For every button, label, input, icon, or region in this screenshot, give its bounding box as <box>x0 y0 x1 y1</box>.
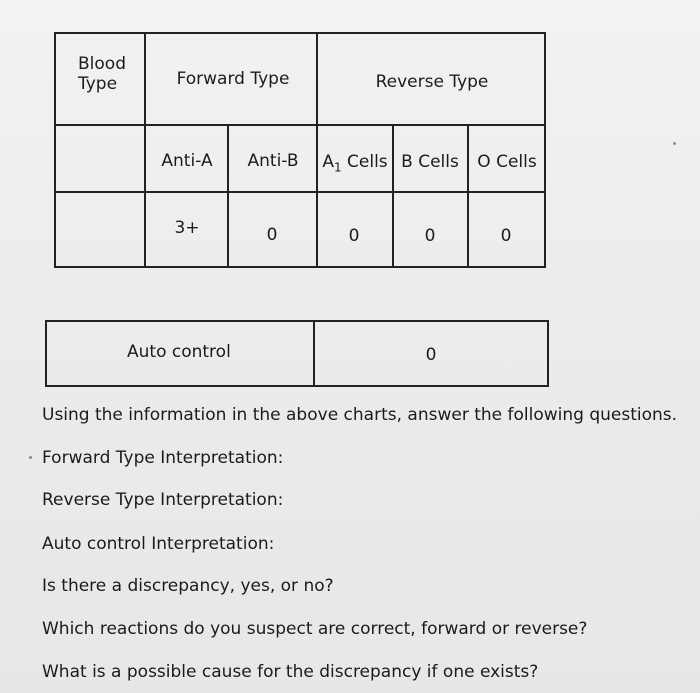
a1-cells-result: 0 <box>348 226 360 246</box>
o-cells-result: 0 <box>500 226 512 246</box>
a1-cells-subscript: 1 <box>333 160 342 175</box>
anti-a-header: Anti-A <box>161 151 213 171</box>
question-auto-control: Auto control Interpretation: <box>42 534 275 554</box>
blood-type-header <box>78 54 126 95</box>
anti-b-result: 0 <box>266 225 278 245</box>
page-mark <box>29 456 32 459</box>
question-discrepancy: Is there a discrepancy, yes, or no? <box>42 576 334 596</box>
a1-cells-suffix: Cells <box>341 152 388 172</box>
blood-type-header-line2: Type <box>78 74 118 95</box>
question-reverse-type: Reverse Type Interpretation: <box>42 490 284 510</box>
a1-cells-prefix: A <box>322 152 334 172</box>
b-cells-header: B Cells <box>401 152 459 172</box>
page-mark <box>673 142 676 145</box>
anti-b-header: Anti-B <box>247 151 299 171</box>
questions-intro: Using the information in the above charts, answer the following questions. <box>42 405 678 425</box>
auto-control-label: Auto control <box>127 342 231 362</box>
a1-cells-header <box>322 152 387 175</box>
blood-type-header-line1: Blood <box>78 54 126 74</box>
forward-type-header: Forward Type <box>176 69 290 89</box>
anti-a-result: 3+ <box>174 218 200 238</box>
reverse-type-header: Reverse Type <box>375 72 489 92</box>
auto-control-value: 0 <box>425 345 437 365</box>
question-correct-reactions: Which reactions do you suspect are correct, forward or reverse? <box>42 619 588 639</box>
b-cells-result: 0 <box>424 226 436 246</box>
question-possible-cause: What is a possible cause for the discrepancy if one exists? <box>42 662 539 682</box>
question-forward-type: Forward Type Interpretation: <box>42 448 284 468</box>
o-cells-header: O Cells <box>477 152 537 172</box>
